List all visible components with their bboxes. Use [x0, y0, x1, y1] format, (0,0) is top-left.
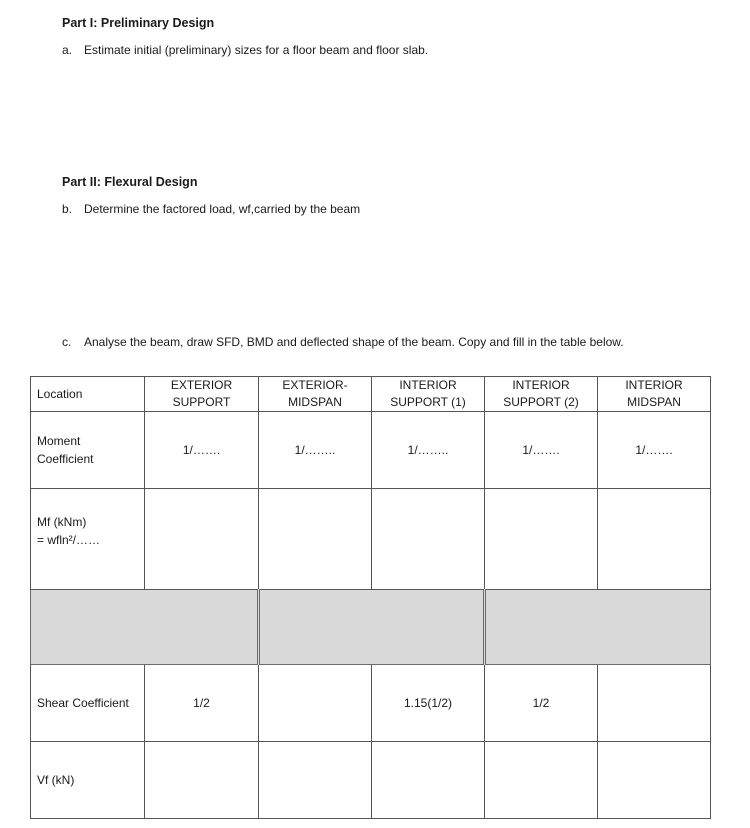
moment-cell: 1/…….. — [372, 412, 485, 489]
shaded-cell — [31, 590, 259, 665]
header-col-line2: SUPPORT (1) — [390, 395, 466, 409]
shear-cell — [598, 665, 711, 742]
vf-label: Vf (kN) — [31, 742, 145, 819]
moment-cell: 1/……. — [485, 412, 598, 489]
table-row-moment-coefficient — [31, 412, 711, 489]
item-a-text: Estimate initial (preliminary) sizes for a floor beam and floor slab. — [84, 43, 429, 57]
shear-coefficient-label: Shear Coefficient — [31, 665, 145, 742]
mf-cell — [598, 489, 711, 590]
table-row-mf — [31, 489, 711, 590]
moment-cell: 1/…….. — [259, 412, 372, 489]
shear-cell: 1/2 — [145, 665, 259, 742]
part2-item-c — [62, 335, 624, 349]
vf-cell — [372, 742, 485, 819]
shear-cell: 1/2 — [485, 665, 598, 742]
header-col-line1: INTERIOR — [625, 378, 683, 392]
header-interior-midspan — [598, 377, 711, 412]
moment-coefficient-label — [31, 412, 145, 489]
header-col-line2: SUPPORT — [172, 395, 231, 409]
item-c-marker: c. — [62, 335, 72, 349]
shaded-cell — [485, 590, 711, 665]
mf-label — [31, 489, 145, 590]
label-line1: Moment — [37, 434, 81, 448]
header-exterior-midspan — [259, 377, 372, 412]
header-col-line1: EXTERIOR- — [282, 378, 348, 392]
header-col-line2: SUPPORT (2) — [503, 395, 579, 409]
vf-cell — [598, 742, 711, 819]
header-col-line1: INTERIOR — [399, 378, 457, 392]
part1-heading: Part I: Preliminary Design — [62, 16, 215, 30]
item-a-marker: a. — [62, 43, 73, 57]
shaded-cell — [259, 590, 485, 665]
item-b-marker: b. — [62, 202, 73, 216]
table-row-shaded-separator — [31, 590, 711, 665]
header-col-line1: INTERIOR — [512, 378, 570, 392]
header-col-line2: MIDSPAN — [627, 395, 681, 409]
item-c-text: Analyse the beam, draw SFD, BMD and deflected shape of the beam. Copy and fill in the table below. — [84, 335, 624, 349]
shear-cell: 1.15(1/2) — [372, 665, 485, 742]
part2-heading: Part II: Flexural Design — [62, 175, 198, 189]
header-interior-support-2 — [485, 377, 598, 412]
vf-cell — [259, 742, 372, 819]
mf-cell — [145, 489, 259, 590]
moment-cell: 1/……. — [145, 412, 259, 489]
mf-cell — [372, 489, 485, 590]
vf-cell — [145, 742, 259, 819]
part2-item-b — [62, 202, 360, 216]
header-col-line1: EXTERIOR — [170, 378, 233, 392]
mf-cell — [259, 489, 372, 590]
part1-item-a — [62, 43, 428, 57]
header-col-line2: MIDSPAN — [288, 395, 342, 409]
item-b-text: Determine the factored load, wf,carried by the beam — [84, 202, 361, 216]
moment-cell: 1/……. — [598, 412, 711, 489]
label-line1: Mf (kNm) — [37, 515, 87, 529]
mf-cell — [485, 489, 598, 590]
table-row-vf — [31, 742, 711, 819]
vf-cell — [485, 742, 598, 819]
shear-cell — [259, 665, 372, 742]
moment-shear-table — [30, 376, 711, 819]
header-location: Location — [31, 377, 145, 412]
table-header-row — [31, 377, 711, 412]
header-interior-support-1 — [372, 377, 485, 412]
table-row-shear-coefficient — [31, 665, 711, 742]
label-line2: = wfln²/…… — [37, 533, 101, 547]
label-line2: Coefficient — [37, 452, 94, 466]
header-exterior-support — [145, 377, 259, 412]
